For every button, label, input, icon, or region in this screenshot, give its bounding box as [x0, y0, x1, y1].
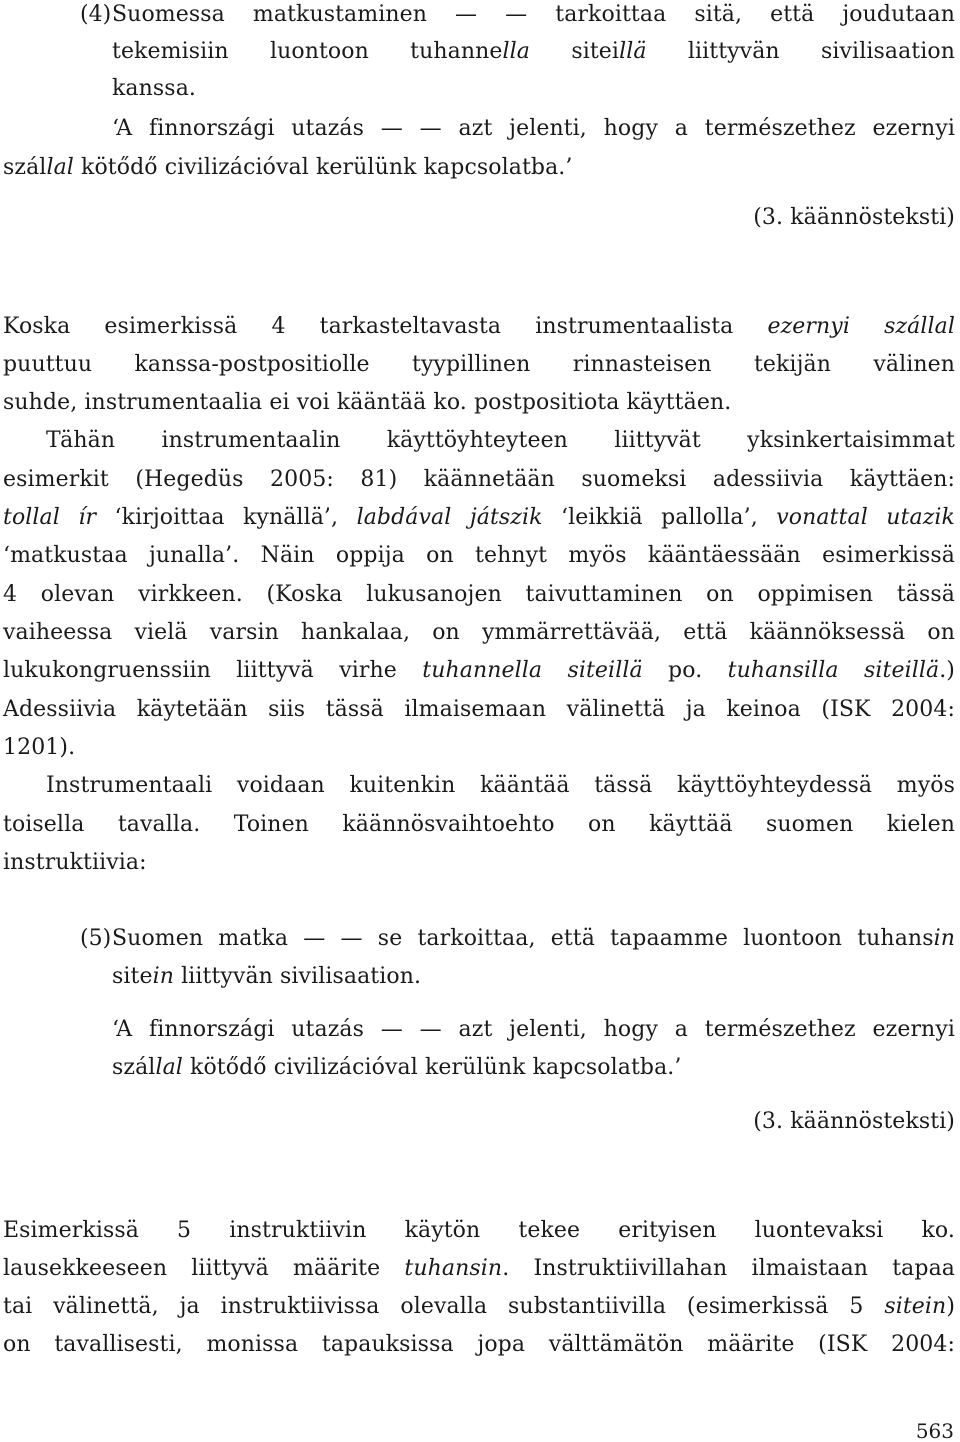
- paragraph-3-line-3: instruktiivia:: [3, 850, 147, 875]
- paragraph-2-line-2: esimerkit (Hegedüs 2005: 81) käännetään suomeksi adessiivia käyttäen:: [3, 467, 955, 492]
- example-4-hungarian-line-2: szállal kötődő civilizációval kerülünk kapcsolatba.’: [3, 155, 573, 180]
- example-5-hungarian-line-1: ‘A finnországi utazás — — azt jelenti, hogy a természethez ezernyi: [112, 1017, 955, 1042]
- italic-suffix: llä: [619, 39, 647, 64]
- example-4-source: (3. käännösteksti): [753, 205, 955, 230]
- italic-term: ezernyi szállal: [767, 314, 955, 339]
- paragraph-4-line-3: tai välinettä, ja instruktiivissa olevalla substantiivilla (esimerkissä 5 sitein): [3, 1294, 955, 1319]
- paragraph-4-line-2: lausekkeeseen liittyvä määrite tuhansin. Instruktiivillahan ilmaistaan tapaa: [3, 1256, 956, 1281]
- paragraph-2-line-1: Tähän instrumentaalin käyttöyhteyteen liittyvät yksinkertaisimmat: [46, 428, 955, 453]
- paragraph-4-line-1: Esimerkissä 5 instruktiivin käytön tekee erityisen luontevaksi ko.: [3, 1218, 955, 1243]
- italic-suffix: lal: [155, 1055, 183, 1080]
- italic-term: tuhansilla siteillä: [727, 658, 940, 683]
- example-5-number: (5): [80, 926, 112, 951]
- example-4-number: (4): [80, 2, 112, 27]
- italic-term: tuhannella siteillä: [422, 658, 643, 683]
- italic-suffix: lla: [502, 39, 531, 64]
- italic-suffix: in: [152, 964, 174, 989]
- italic-term: sitein: [884, 1294, 947, 1319]
- paragraph-4-line-4: on tavallisesti, monissa tapauksissa jopa välttämätön määrite (ISK 2004:: [3, 1332, 955, 1357]
- example-4-finnish-line-3: kanssa.: [112, 76, 197, 101]
- example-5-finnish-line-2: sitein liittyvän sivilisaation.: [112, 964, 422, 989]
- paragraph-2-line-8: Adessiivia käytetään siis tässä ilmaisemaan välinettä ja keinoa (ISK 2004:: [3, 697, 955, 722]
- italic-term: tuhansin: [404, 1256, 503, 1281]
- paragraph-2-line-7: lukukongruenssiin liittyvä virhe tuhannella siteillä po. tuhansilla siteillä.): [3, 658, 955, 683]
- example-5-hungarian-line-2: szállal kötődő civilizációval kerülünk kapcsolatba.’: [112, 1055, 682, 1080]
- paragraph-2-line-3: tollal ír ‘kirjoittaa kynällä’, labdával játszik ‘leikkiä pallolla’, vonattal utazik: [3, 505, 955, 530]
- italic-suffix: in: [933, 926, 955, 951]
- paragraph-2-line-5: 4 olevan virkkeen. (Koska lukusanojen taivuttaminen on oppimisen tässä: [3, 582, 955, 607]
- example-5-finnish-line-1: Suomen matka — — se tarkoittaa, että tapaamme luontoon tuhansin: [112, 926, 955, 951]
- example-5-source: (3. käännösteksti): [753, 1109, 955, 1134]
- example-4-finnish-line-1: Suomessa matkustaminen — — tarkoittaa sitä, että joudutaan: [112, 2, 955, 27]
- paragraph-3-line-2: toisella tavalla. Toinen käännösvaihtoehto on käyttää suomen kielen: [3, 812, 955, 837]
- example-4-hungarian-line-1: ‘A finnországi utazás — — azt jelenti, hogy a természethez ezernyi: [112, 116, 955, 141]
- paragraph-2-line-4: ‘matkustaa junalla’. Näin oppija on tehnyt myös kääntäessään esimerkissä: [3, 543, 955, 568]
- paragraph-3-line-1: Instrumentaali voidaan kuitenkin kääntää tässä käyttöyhteydessä myös: [46, 773, 955, 798]
- italic-term: labdával játszik: [356, 505, 543, 530]
- paragraph-1-line-2: puuttuu kanssa-postpositiolle tyypillinen rinnasteisen tekijän välinen: [3, 352, 955, 377]
- paragraph-2-line-6: vaiheessa vielä varsin hankalaa, on ymmärrettävää, että käännöksessä on: [3, 620, 955, 645]
- paragraph-1-line-3: suhde, instrumentaalia ei voi kääntää ko. postpositiota käyttäen.: [3, 390, 732, 415]
- italic-term: vonattal utazik: [776, 505, 955, 530]
- paragraph-2-line-9: 1201).: [3, 735, 76, 760]
- page-number: 563: [915, 1419, 954, 1442]
- italic-term: tollal ír: [3, 505, 97, 530]
- italic-suffix: lal: [46, 155, 74, 180]
- example-4-finnish-line-2: tekemisiin luontoon tuhannella siteillä liittyvän sivilisaation: [112, 39, 955, 64]
- paragraph-1-line-1: Koska esimerkissä 4 tarkasteltavasta instrumentaalista ezernyi szállal: [3, 314, 955, 339]
